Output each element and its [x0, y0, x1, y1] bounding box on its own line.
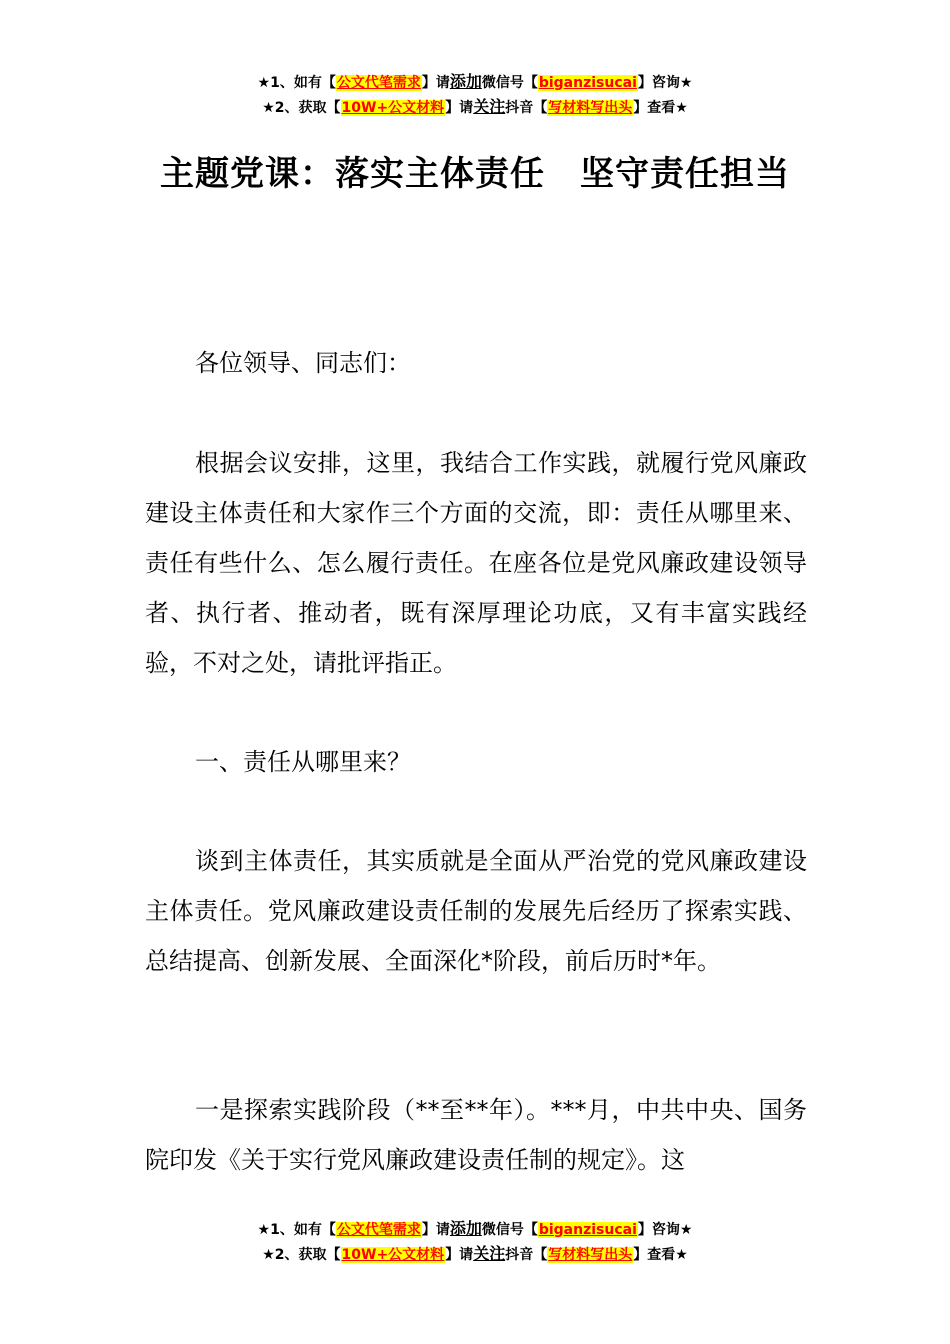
- highlight-wechat-id: biganzisucai: [538, 75, 637, 91]
- paragraph-text: 根据会议安排，这里，我结合工作实践，就履行党风廉政建设主体责任和大家作三个方面的交流，即：责任从哪里来、责任有些什么、怎么履行责任。在座各位是党风廉政建设领导者、执行者、推动者，既有深厚理论功底，又有丰富实践经验，不对之处，请批评指正。: [145, 449, 807, 677]
- paragraph-subject-responsibility: [145, 836, 807, 986]
- banner-text: 】请: [445, 1247, 474, 1263]
- highlight-douyin-account: 写材料写出头: [548, 100, 633, 116]
- highlight-wechat-id: biganzisucai: [538, 1222, 637, 1238]
- paragraph-text: 一是探索实践阶段（**至**年）。***月，中共中央、国务院印发《关于实行党风廉政建设责任制的规定》。这: [145, 1096, 807, 1174]
- banner-text: 】查看★: [633, 1247, 688, 1263]
- banner-text: 抖音【: [505, 1247, 548, 1263]
- document-title: 主题党课：落实主体责任 坚守责任担当: [160, 154, 790, 194]
- top-banner: [0, 70, 950, 120]
- paragraph-exploration-stage: [145, 1085, 807, 1185]
- banner-text: 微信号【: [481, 75, 538, 91]
- paragraph-text: 谈到主体责任，其实质就是全面从严治党的党风廉政建设主体责任。党风廉政建设责任制的发展先后经历了探索实践、总结提高、创新发展、全面深化*阶段，前后历时*年。: [145, 847, 807, 975]
- banner-line-1: [0, 1217, 950, 1242]
- banner-line-2: [0, 95, 950, 120]
- banner-text: ★1、如有【: [257, 75, 336, 91]
- section-heading-text: 一、责任从哪里来？: [195, 748, 411, 776]
- banner-add-emphasis: 添加: [449, 72, 482, 91]
- section-heading: [145, 737, 807, 787]
- banner-line-2: [0, 1242, 950, 1267]
- banner-text: 】咨询★: [637, 75, 693, 91]
- banner-add-emphasis: 添加: [449, 1219, 482, 1238]
- bottom-banner: [0, 1217, 950, 1267]
- highlight-materials: 10W+公文材料: [341, 100, 445, 116]
- highlight-ghostwriting: 公文代笔需求: [336, 1222, 421, 1238]
- greeting: [145, 338, 807, 388]
- highlight-materials: 10W+公文材料: [341, 1247, 445, 1263]
- banner-line-1: [0, 70, 950, 95]
- banner-text: 】请: [445, 100, 474, 116]
- banner-text: ★1、如有【: [257, 1222, 336, 1238]
- banner-text: 】查看★: [633, 100, 688, 116]
- banner-follow-emphasis: 关注: [473, 1244, 506, 1263]
- banner-text: 微信号【: [481, 1222, 538, 1238]
- highlight-douyin-account: 写材料写出头: [548, 1247, 633, 1263]
- banner-text: ★2、获取【: [262, 1247, 341, 1263]
- banner-text: 】请: [421, 75, 450, 91]
- greeting-text: 各位领导、同志们：: [195, 349, 411, 377]
- banner-text: 】咨询★: [637, 1222, 693, 1238]
- banner-text: ★2、获取【: [262, 100, 341, 116]
- highlight-ghostwriting: 公文代笔需求: [336, 75, 421, 91]
- paragraph-intro: [145, 438, 807, 688]
- banner-text: 】请: [421, 1222, 450, 1238]
- banner-text: 抖音【: [505, 100, 548, 116]
- banner-follow-emphasis: 关注: [473, 97, 506, 116]
